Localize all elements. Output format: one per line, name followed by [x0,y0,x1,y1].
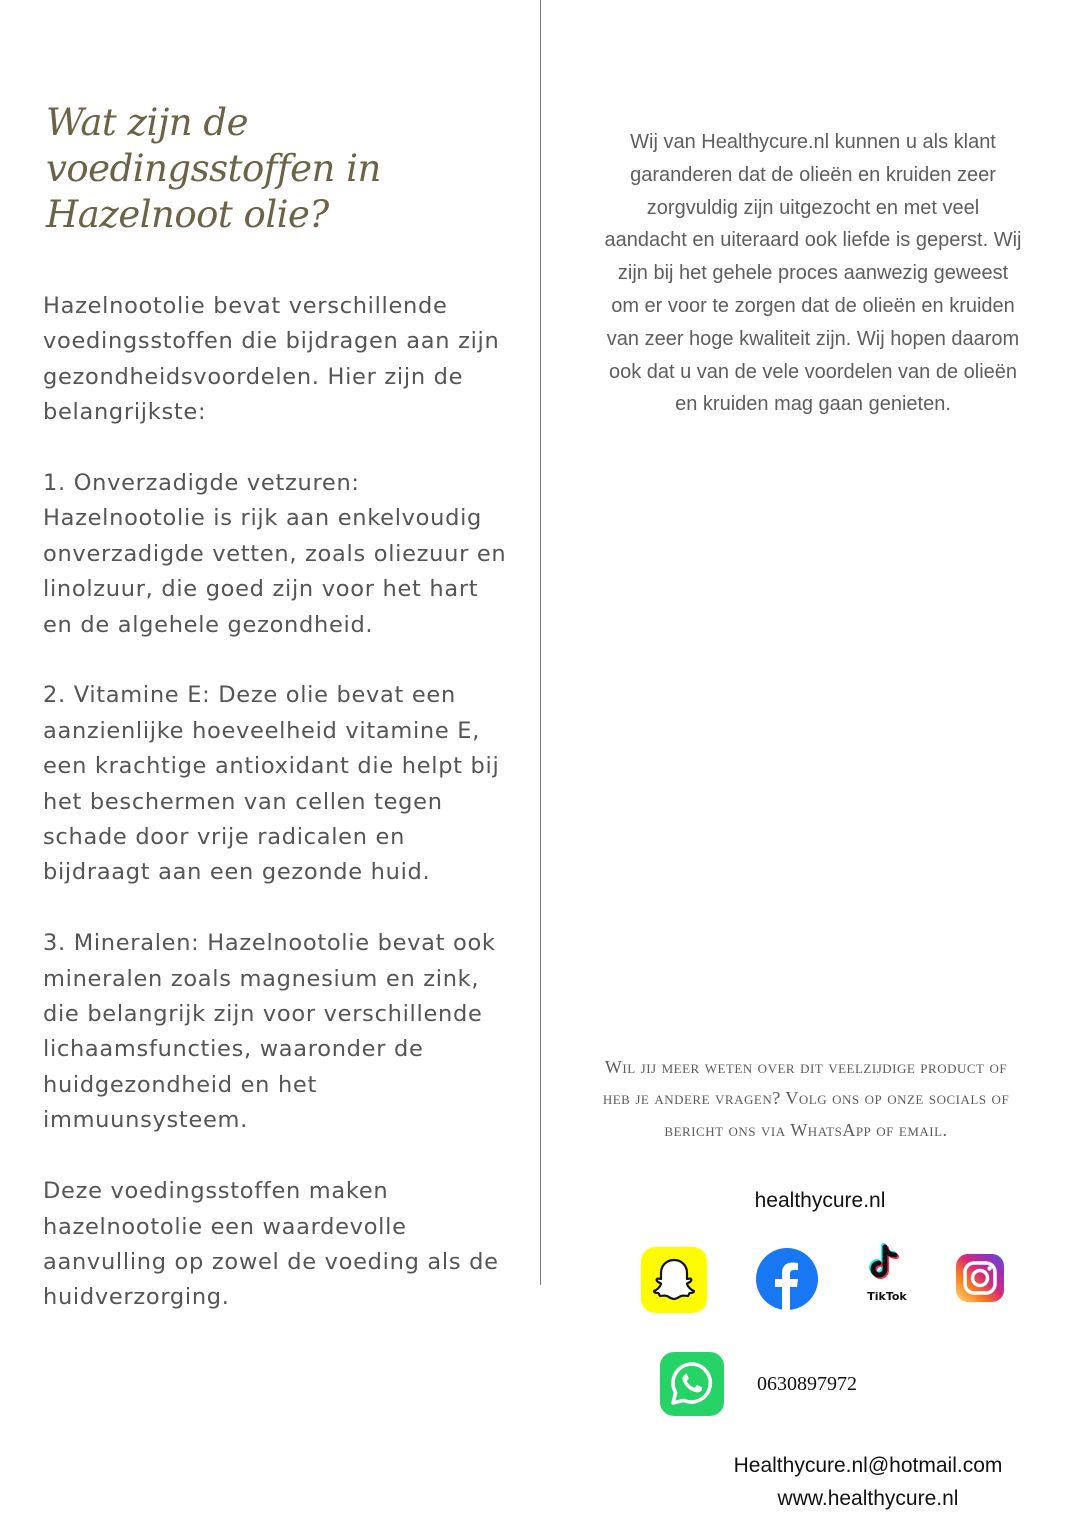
nutrient-item-minerals: 3. Mineralen: Hazelnootolie bevat ook mineralen zoals magnesium en zink, die belangrijk zijn voor verschillende lichaamsfuncties, waaronder de huidgezondheid en het immuunsysteem. [43,930,496,1134]
snapchat-icon[interactable] [641,1247,707,1313]
column-divider [540,0,541,1285]
page-title [46,100,466,238]
instagram-icon[interactable] [956,1254,1004,1302]
title-line-2: voedingsstoffen in [46,147,381,190]
title-line-1: Wat zijn de [46,101,248,144]
title-line-3: Hazelnoot olie? [46,193,329,236]
whatsapp-icon[interactable] [660,1352,724,1416]
website-link[interactable]: www.healthycure.nl [777,1486,959,1510]
guarantee-text [603,126,1023,421]
intro-paragraph: Hazelnootolie bevat verschillende voedingsstoffen die bijdragen aan zijn gezondheidsvoordelen. Hier zijn de belangrijkste: [43,293,500,426]
contact-details [700,1450,1036,1515]
nutrient-item-vitamin-e: 2. Vitamine E: Deze olie bevat een aanzienlijke hoeveelheid vitamine E, een krachtige antioxidant die helpt bij het beschermen van cellen tegen schade door vrije radicalen en bijdraagt aan een gezonde huid. [43,682,500,886]
email-address[interactable]: Healthycure.nl@hotmail.com [733,1454,1003,1477]
contact-call-to-action: Wil jij meer weten over dit veelzijdige product of heb je andere vragen? Volg ons op onze socials of bericht ons via WhatsApp of email. [602,1057,1010,1140]
guarantee-paragraph: Wij van Healthycure.nl kunnen u als klant garanderen dat de olieën en kruiden zeer zorgvuldig zijn uitgezocht en met veel aandacht en uiteraard ook liefde is geperst. Wij zijn bij het gehele proces aanwezig geweest om er voor te zorgen dat de olieën en kruiden van zeer hoge kwaliteit zijn. Wij hopen daarom ook dat u van de vele voordelen van de olieën en kruiden mag gaan genieten. [604,131,1022,416]
conclusion-paragraph: Deze voedingsstoffen maken hazelnootolie een waardevolle aanvulling op zowel de voeding als de huidverzorging. [43,1178,499,1311]
nutrient-item-fatty-acids: 1. Onverzadigde vetzuren: Hazelnootolie is rijk aan enkelvoudig onverzadigde vetten, zoals oliezuur en linolzuur, die goed zijn voor het hart en de algehele gezondheid. [43,470,507,638]
nutrients-text [43,289,513,1316]
site-name[interactable]: healthycure.nl [754,1189,886,1212]
tiktok-icon[interactable] [858,1243,916,1305]
phone-number[interactable]: 0630897972 [757,1373,857,1395]
facebook-icon[interactable] [756,1248,818,1310]
tiktok-label: TikTok [867,1290,907,1303]
